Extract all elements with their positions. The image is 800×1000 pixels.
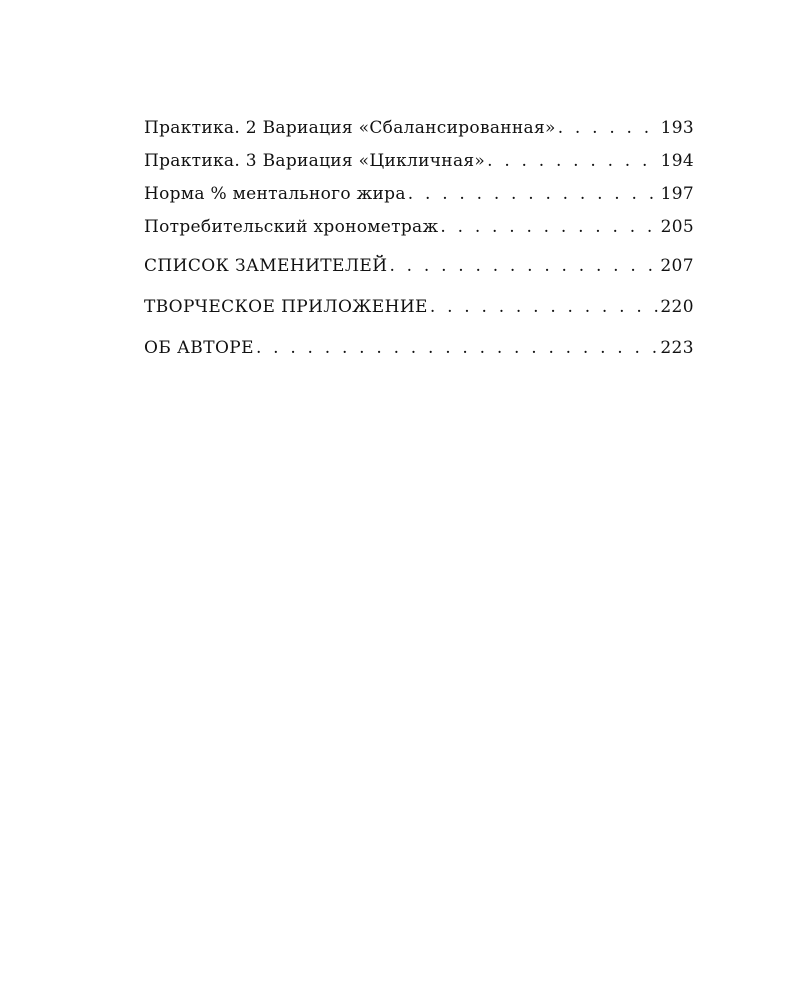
toc-entry-title: Потребительский хронометраж bbox=[144, 217, 439, 237]
dot-leader bbox=[256, 338, 658, 358]
toc-entry-title: Практика. 3 Вариация «Цикличная» bbox=[144, 151, 486, 171]
toc-entry-page: 194 bbox=[660, 151, 694, 171]
toc-section-entry bbox=[144, 338, 694, 379]
toc-section-entry bbox=[144, 256, 694, 297]
toc-entry-page: 220 bbox=[660, 297, 694, 317]
toc-entry bbox=[144, 217, 694, 250]
toc-entry bbox=[144, 118, 694, 151]
toc-section-title: ТВОРЧЕСКОЕ ПРИЛОЖЕНИЕ bbox=[144, 297, 428, 317]
dot-leader bbox=[389, 256, 658, 276]
dot-leader bbox=[487, 151, 659, 171]
toc-section-entry bbox=[144, 297, 694, 338]
dot-leader bbox=[408, 184, 659, 204]
dot-leader bbox=[440, 217, 658, 237]
toc-entry-page: 223 bbox=[660, 338, 694, 358]
toc-entry bbox=[144, 184, 694, 217]
dot-leader bbox=[558, 118, 659, 138]
toc-section-title: СПИСОК ЗАМЕНИТЕЛЕЙ bbox=[144, 256, 388, 276]
table-of-contents bbox=[144, 118, 694, 379]
toc-entry bbox=[144, 151, 694, 184]
toc-entry-page: 207 bbox=[660, 256, 694, 276]
toc-entry-page: 205 bbox=[660, 217, 694, 237]
toc-entry-title: Норма % ментального жира bbox=[144, 184, 406, 204]
toc-entry-title: Практика. 2 Вариация «Сбалансированная» bbox=[144, 118, 556, 138]
toc-entry-page: 197 bbox=[660, 184, 694, 204]
toc-section-title: ОБ АВТОРЕ bbox=[144, 338, 254, 358]
dot-leader bbox=[430, 297, 658, 317]
toc-entry-page: 193 bbox=[660, 118, 694, 138]
